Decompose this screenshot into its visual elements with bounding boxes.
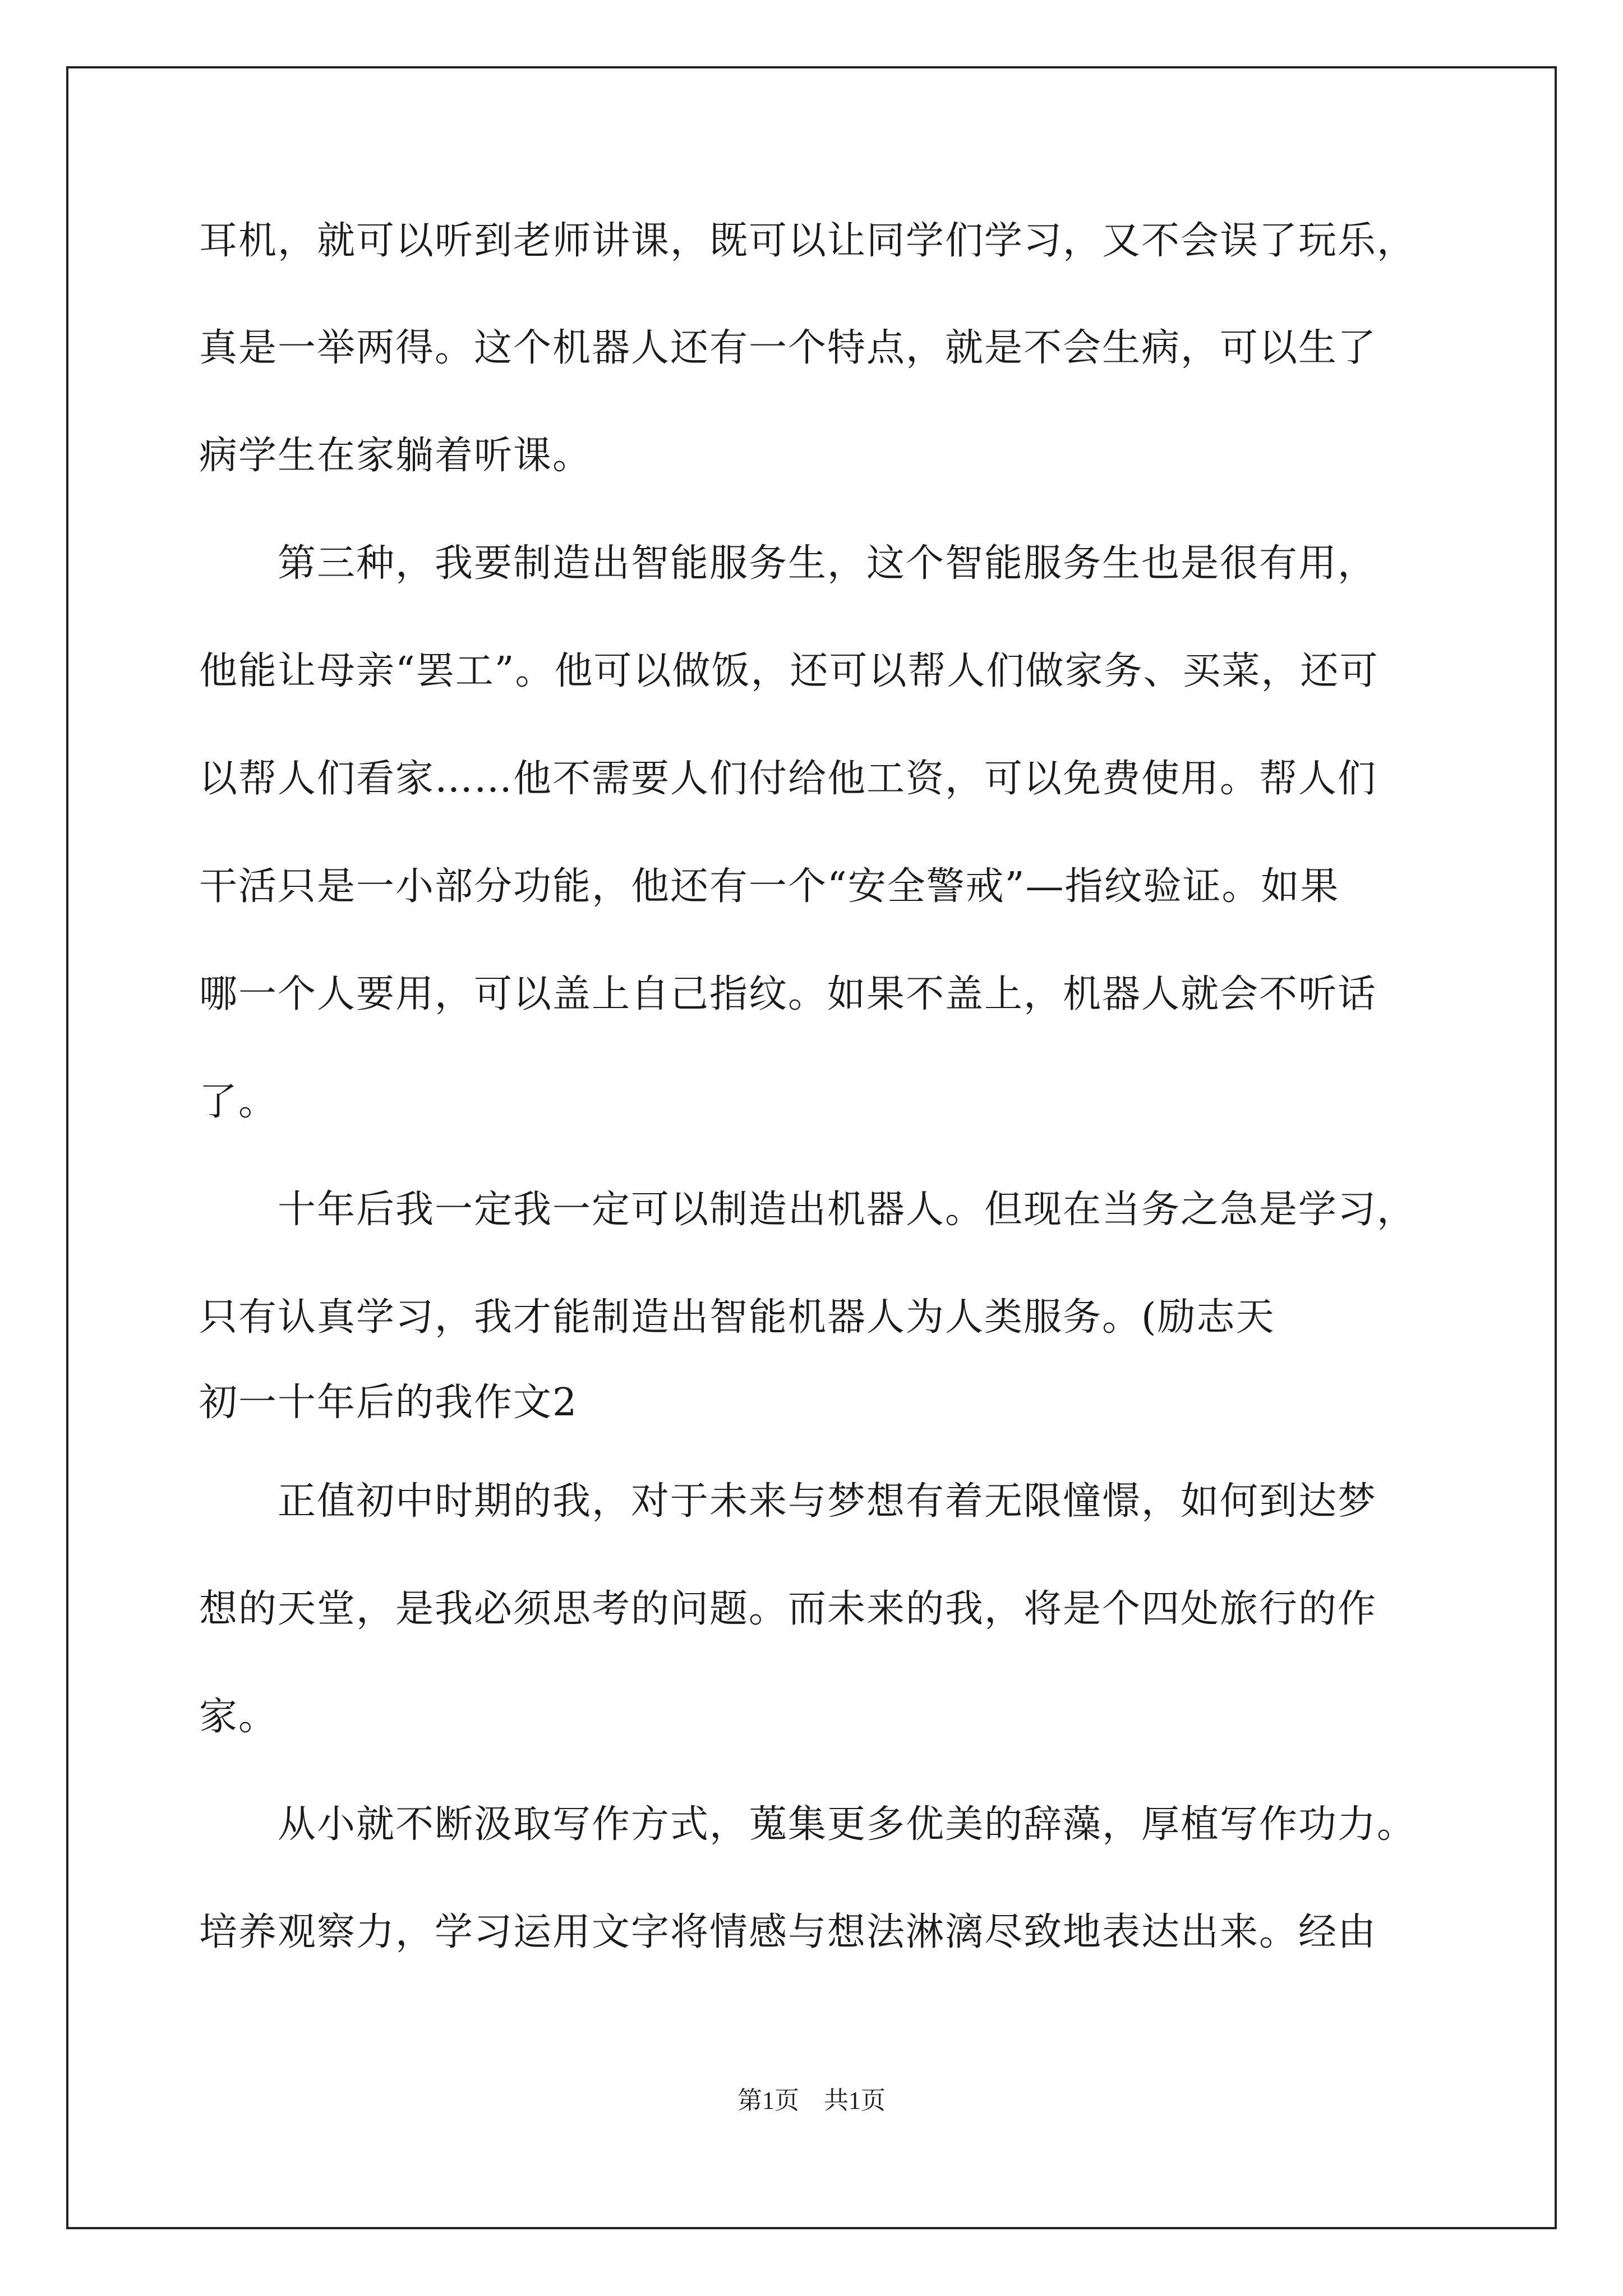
text-line: 真是一举两得。这个机器人还有一个特点，就是不会生病，可以生了 — [199, 326, 1377, 370]
text-line: 想的天堂，是我必须思考的问题。而未来的我，将是个四处旅行的作 — [199, 1587, 1377, 1631]
text-line: 以帮人们看家……他不需要人们付给他工资，可以免费使用。帮人们 — [199, 757, 1377, 801]
text-line: 哪一个人要用，可以盖上自己指纹。如果不盖上，机器人就会不听话 — [199, 972, 1377, 1016]
section-heading: 初一十年后的我作文2 — [199, 1381, 578, 1425]
text-line: 他能让母亲“罢工”。他可以做饭，还可以帮人们做家务、买菜，还可 — [199, 649, 1379, 693]
text-line: 正值初中时期的我，对于未来与梦想有着无限憧憬，如何到达梦 — [199, 1479, 1377, 1524]
text-line: 病学生在家躺着听课。 — [199, 434, 592, 478]
text-line: 干活只是一小部分功能，他还有一个“安全警戒”—指纹验证。如果 — [199, 864, 1340, 909]
text-line: 家。 — [199, 1695, 278, 1739]
page-footer: 第1页 共1页 — [737, 2087, 886, 2114]
text-line: 耳机，就可以听到老师讲课，既可以让同学们学习，又不会误了玩乐， — [199, 219, 1417, 263]
text-line: 十年后我一定我一定可以制造出机器人。但现在当务之急是学习， — [199, 1188, 1417, 1232]
text-line: 只有认真学习，我才能制造出智能机器人为人类服务。(励志天 — [199, 1295, 1275, 1340]
document-body — [199, 214, 1433, 1959]
text-line: 第三种，我要制造出智能服务生，这个智能服务生也是很有用， — [199, 541, 1377, 586]
text-line: 培养观察力，学习运用文字将情感与想法淋漓尽致地表达出来。经由 — [199, 1910, 1377, 1954]
text-line: 从小就不断汲取写作方式，蒐集更多优美的辞藻，厚植写作功力。 — [199, 1802, 1417, 1847]
text-line: 了。 — [199, 1080, 278, 1124]
